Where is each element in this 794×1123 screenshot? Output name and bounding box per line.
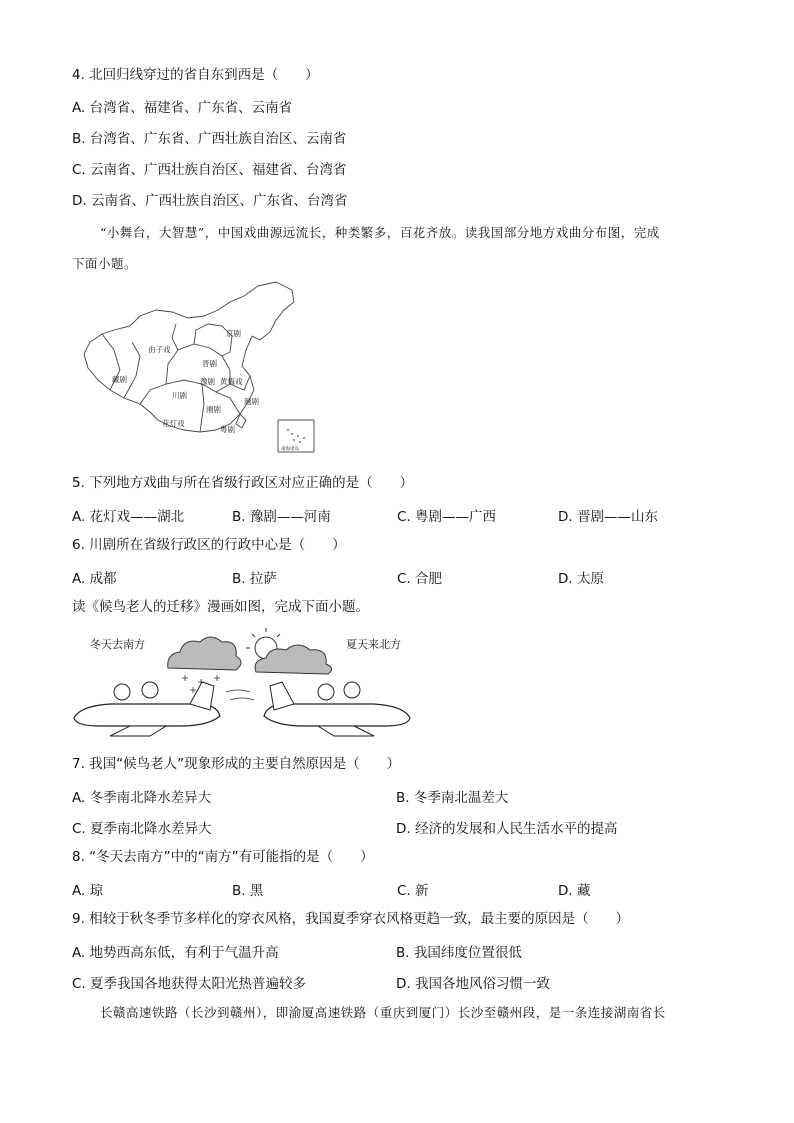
question-6-option-d[interactable]: D. 太原: [558, 571, 604, 587]
question-9-stem: 9. 相较于秋冬季节多样化的穿衣风格，我国夏季穿衣风格更趋一致，最主要的原因是（ ）: [72, 911, 630, 927]
question-7-options-row1: [72, 786, 722, 804]
question-4-option-d[interactable]: D. 云南省、广西壮族自治区、广东省、台湾省: [72, 193, 348, 209]
china-outline: [84, 282, 294, 432]
map-label-zangju: 藏剧: [112, 375, 127, 384]
question-8-stem: 8. “冬天去南方”中的“南方”有可能指的是（ ）: [72, 849, 374, 865]
airplane-south-icon: [74, 682, 220, 736]
question-5-options: [72, 505, 722, 523]
opera-distribution-map: [80, 280, 320, 456]
question-4-option-a[interactable]: A. 台湾省、福建省、广东省、云南省: [72, 100, 293, 116]
question-7-option-b[interactable]: B. 冬季南北温差大: [396, 790, 509, 806]
map-label-nanhai: 南海诸岛: [281, 447, 299, 452]
question-7-option-a[interactable]: A. 冬季南北降水差异大: [72, 790, 212, 806]
question-5-stem: 5. 下列地方戏曲与所在省级行政区对应正确的是（ ）: [72, 475, 414, 491]
cartoon-caption-winter: 冬天去南方: [90, 638, 145, 651]
migratory-elderly-cartoon: [70, 626, 415, 738]
question-5-option-b[interactable]: B. 豫剧——河南: [232, 509, 331, 525]
cartoon-caption-summer: 夏天来北方: [346, 638, 401, 651]
passage-opera-line1: “小舞台，大智慧”，中国戏曲源远流长，种类繁多，百花齐放。读我国部分地方戏曲分布图，完成: [100, 225, 660, 240]
question-6-option-a[interactable]: A. 成都: [72, 571, 117, 587]
question-6-stem: 6. 川剧所在省级行政区的行政中心是（ ）: [72, 537, 346, 553]
sun-cloud-icon: [246, 628, 332, 674]
question-6-option-c[interactable]: C. 合肥: [397, 571, 443, 587]
question-6-options: [72, 567, 722, 585]
map-label-huadengxi: 花灯戏: [162, 419, 185, 428]
passage-railway-line1: 长赣高速铁路（长沙到赣州），即渝厦高速铁路（重庆到厦门）长沙至赣州段，是一条连接湖南省长: [100, 1005, 666, 1020]
map-label-xiangju: 湘剧: [206, 405, 221, 414]
passage-opera-line2: 下面小题。: [72, 256, 138, 271]
question-5-option-d[interactable]: D. 晋剧——山东: [558, 509, 658, 525]
question-4-stem: 4. 北回归线穿过的省自东到西是（ ）: [72, 67, 319, 83]
question-9-option-c[interactable]: C. 夏季我国各地获得太阳光热普遍较多: [72, 976, 307, 992]
question-4-option-c[interactable]: C. 云南省、广西壮族自治区、福建省、台湾省: [72, 162, 347, 178]
question-9-options-row2: [72, 972, 722, 990]
map-label-huangmeixi: 黄梅戏: [220, 377, 243, 386]
question-7-stem: 7. 我国“候鸟老人”现象形成的主要自然原因是（ ）: [72, 756, 401, 772]
question-9-option-a[interactable]: A. 地势西高东低，有利于气温升高: [72, 945, 279, 961]
question-8-option-d[interactable]: D. 藏: [558, 883, 591, 899]
question-7-options-row2: [72, 817, 722, 835]
question-5-option-c[interactable]: C. 粤剧——广西: [397, 509, 497, 525]
passage-cartoon-intro: 读《候鸟老人的迁移》漫画如图，完成下面小题。: [72, 599, 369, 615]
map-label-jingju: 京剧: [226, 329, 241, 338]
question-8-option-c[interactable]: C. 新: [397, 883, 429, 899]
map-label-chuanju: 川剧: [172, 391, 187, 400]
question-7-option-d[interactable]: D. 经济的发展和人民生活水平的提高: [396, 821, 618, 837]
map-label-yueju-zhejiang: 越剧: [244, 397, 259, 406]
question-6-option-b[interactable]: B. 拉萨: [232, 571, 277, 587]
map-label-youzixi: 由子戏: [148, 345, 171, 354]
map-label-jinju: 晋剧: [202, 359, 217, 368]
map-label-yueju-guangdong: 粤剧: [220, 425, 235, 434]
question-9-option-d[interactable]: D. 我国各地风俗习惯一致: [396, 976, 550, 992]
map-label-yuju: 豫剧: [200, 377, 215, 386]
airplane-north-icon: [264, 682, 410, 736]
question-4-option-b[interactable]: B. 台湾省、广东省、广西壮族自治区、云南省: [72, 131, 347, 147]
question-5-option-a[interactable]: A. 花灯戏——湖北: [72, 509, 185, 525]
question-9-option-b[interactable]: B. 我国纬度位置很低: [396, 945, 522, 961]
question-7-option-c[interactable]: C. 夏季南北降水差异大: [72, 821, 212, 837]
question-8-option-b[interactable]: B. 黑: [232, 883, 264, 899]
question-8-options: [72, 879, 722, 897]
question-8-option-a[interactable]: A. 琼: [72, 883, 104, 899]
question-9-options-row1: [72, 941, 722, 959]
